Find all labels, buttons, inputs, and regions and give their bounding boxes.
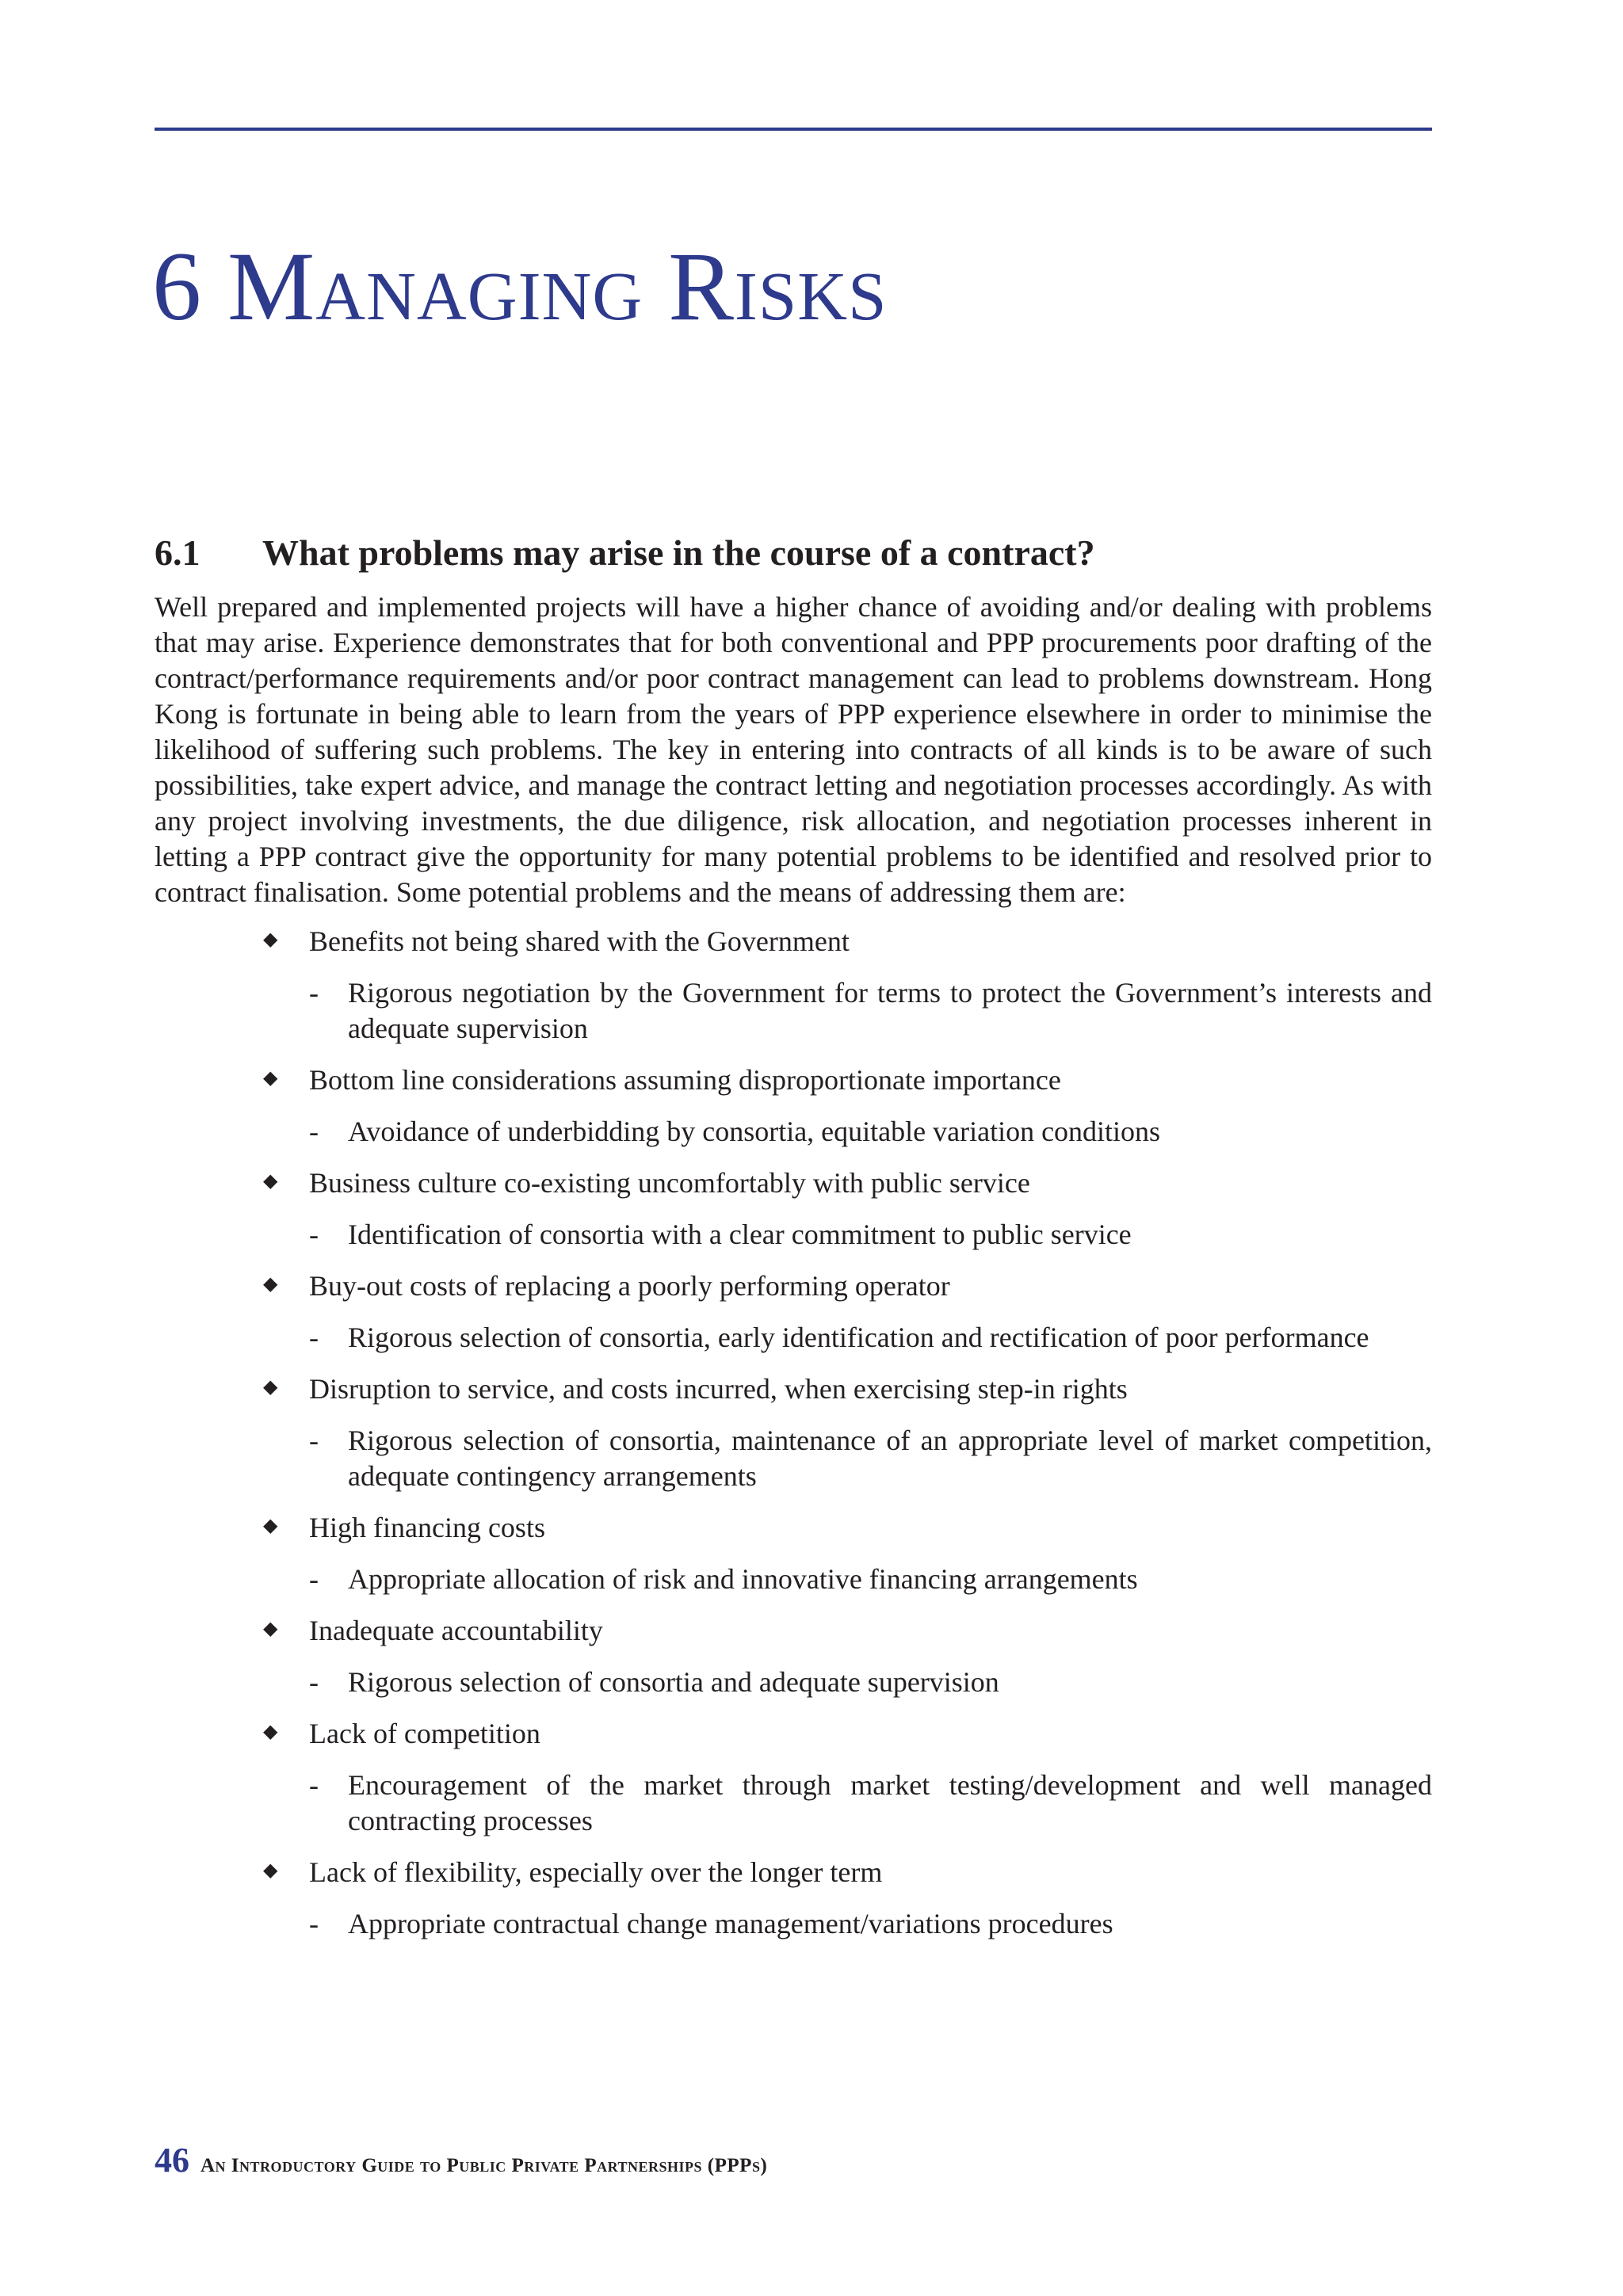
solution-text: Appropriate contractual change management/variations procedures	[348, 1908, 1113, 1939]
solution-line	[155, 1320, 1432, 1356]
section-heading	[155, 526, 1432, 580]
diamond-bullet-icon: ◆	[263, 929, 278, 950]
section-heading-text: What problems may arise in the course of a contract?	[262, 532, 1095, 573]
solution-line	[155, 1423, 1432, 1494]
diamond-bullet-icon: ◆	[263, 1516, 278, 1536]
problem-text: Business culture co-existing uncomfortably with public service	[309, 1167, 1030, 1199]
problem-text: Lack of competition	[309, 1718, 540, 1749]
chapter-title: 6 Managing Risks	[152, 232, 888, 341]
diamond-bullet-icon: ◆	[263, 1722, 278, 1742]
solution-line	[155, 1906, 1432, 1942]
problem-text: Benefits not being shared with the Government	[309, 925, 850, 957]
solution-line	[155, 1114, 1432, 1150]
diamond-bullet-icon: ◆	[263, 1171, 278, 1192]
solution-line	[155, 1217, 1432, 1253]
solution-text: Rigorous negotiation by the Government for terms to protect the Government’s interests and adequate supervision	[348, 977, 1432, 1044]
section-number: 6.1	[155, 532, 200, 573]
dash-marker: -	[309, 977, 319, 1009]
list-item	[155, 1165, 1432, 1253]
solution-line	[155, 1768, 1432, 1839]
diamond-bullet-icon: ◆	[263, 1068, 278, 1089]
page-footer	[155, 2140, 767, 2180]
problem-text: Disruption to service, and costs incurred, when exercising step-in rights	[309, 1373, 1128, 1405]
list-item	[155, 1716, 1432, 1839]
solution-line	[155, 975, 1432, 1047]
solution-line	[155, 1562, 1432, 1597]
dash-marker: -	[309, 1563, 319, 1595]
problem-line	[155, 1268, 1432, 1304]
dash-marker: -	[309, 1666, 319, 1698]
problem-text: Buy-out costs of replacing a poorly performing operator	[309, 1270, 950, 1302]
diamond-bullet-icon: ◆	[263, 1274, 278, 1295]
intro-paragraph: Well prepared and implemented projects will have a higher chance of avoiding and/or dealing with problems that may arise. Experience demonstrates that for both conventional and PPP procurements poor drafting of the contract/performance requirements and/or poor contract management can lead to problems downstream. Hong Kong is fortunate in being able to learn from the years of PPP experience elsewhere in order to minimise the likelihood of suffering such problems. The key in entering into contracts of all kinds is to be aware of such possibilities, take expert advice, and manage the contract letting and negotiation processes accordingly. As with any project involving investments, the due diligence, risk allocation, and negotiation processes inherent in letting a PPP contract give the opportunity for many potential problems to be identified and resolved prior to contract finalisation. Some potential problems and the means of addressing them are:	[155, 591, 1432, 908]
diamond-bullet-icon: ◆	[263, 1619, 278, 1639]
dash-marker: -	[309, 1769, 319, 1801]
dash-marker: -	[309, 1116, 319, 1147]
problem-text: Lack of flexibility, especially over the longer term	[309, 1856, 883, 1888]
list-item	[155, 924, 1432, 1047]
problem-line	[155, 1062, 1432, 1098]
page-number: 46	[155, 2141, 189, 2180]
header-rule	[155, 128, 1432, 131]
section-6-1	[155, 526, 1432, 1958]
list-item	[155, 1613, 1432, 1700]
problem-line	[155, 1613, 1432, 1649]
solution-text: Appropriate allocation of risk and innovative financing arrangements	[348, 1563, 1138, 1595]
dash-marker: -	[309, 1219, 319, 1250]
solution-text: Rigorous selection of consortia, early identification and rectification of poor performance	[348, 1322, 1369, 1353]
diamond-bullet-icon: ◆	[263, 1377, 278, 1398]
list-item	[155, 1510, 1432, 1597]
list-item	[155, 1855, 1432, 1942]
footer-title: An Introductory Guide to Public Private Partnerships (PPPs)	[200, 2155, 768, 2176]
problem-text: Inadequate accountability	[309, 1615, 603, 1646]
list-item	[155, 1371, 1432, 1494]
problem-line	[155, 924, 1432, 959]
solution-text: Avoidance of underbidding by consortia, equitable variation conditions	[348, 1116, 1161, 1147]
dash-marker: -	[309, 1322, 319, 1353]
list-item	[155, 1268, 1432, 1356]
list-item	[155, 1062, 1432, 1150]
dash-marker: -	[309, 1908, 319, 1939]
dash-marker: -	[309, 1425, 319, 1456]
problem-line	[155, 1855, 1432, 1890]
solution-text: Rigorous selection of consortia and adequate supervision	[348, 1666, 999, 1698]
problem-text: High financing costs	[309, 1512, 545, 1543]
problem-line	[155, 1165, 1432, 1201]
problem-text: Bottom line considerations assuming disproportionate importance	[309, 1064, 1061, 1096]
solution-line	[155, 1665, 1432, 1700]
problem-line	[155, 1510, 1432, 1546]
problem-line	[155, 1716, 1432, 1752]
solution-text: Encouragement of the market through market testing/development and well managed contracting processes	[348, 1769, 1432, 1836]
solution-text: Rigorous selection of consortia, maintenance of an appropriate level of market competition, adequate contingency arrangements	[348, 1425, 1432, 1492]
solution-text: Identification of consortia with a clear commitment to public service	[348, 1219, 1132, 1250]
problem-line	[155, 1371, 1432, 1407]
problem-list	[155, 924, 1432, 1942]
diamond-bullet-icon: ◆	[263, 1860, 278, 1881]
